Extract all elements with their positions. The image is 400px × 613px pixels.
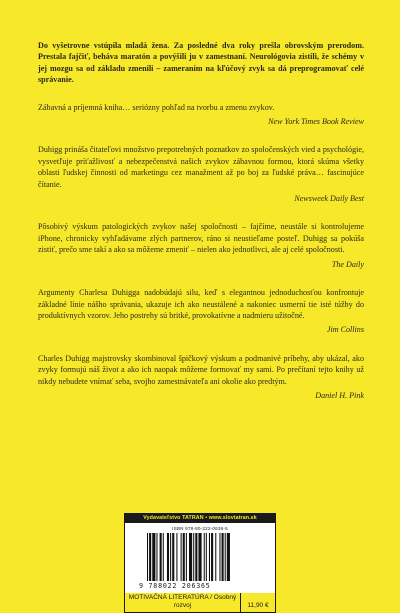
price-label: 11,90 € [247,602,269,610]
quote-block [38,144,364,204]
quote-source: The Daily [331,259,364,269]
publisher-strip: Vydavateľstvo TATRAN • www.slovtatran.sk [124,513,276,523]
quote-block [38,353,364,402]
quote-source: Daniel H. Pink [315,390,364,400]
quote-source: Newsweek Daily Best [294,194,364,204]
quote-source: Jim Collins [326,325,364,335]
isbn-text: ISBN 978-80-222-0636-5 [172,526,228,531]
ean-digits: 9 788022 206365 [139,582,211,590]
barcode-panel [124,513,276,613]
quote-text: Argumenty Charlesa Duhigga nadobúdajú silu, keď s elegantnou jednoduchosťou konfrontuje základné línie nášho správania, ukazuje ich ako neustálené a nakoniec usmerní tie isté túžby do produktívnych vzorov. Jeho postrehy sú britké, provokatívne a nadmieru užitočné. [38,288,364,320]
quote-source: New York Times Book Review [268,117,364,127]
category-label: MOTIVAČNÁ LITERATÚRA / Osobný rozvoj [125,593,241,612]
quote-text: Duhigg prináša čitateľovi množstvo prepotrebných poznatkov zo spoločenských vied a psychológie, vysvetľuje príťažlivosť a nebezpečenstvá našich zvykov zábavnou formou, ktorá skúma všetky oblasti ľudskej činnosti od marketingu cez manažment až po boj za ľudské práva… fascinujúce čítanie. [38,145,364,189]
quote-block [38,221,364,270]
lead-paragraph: Do vyšetrovne vstúpila mladá žena. Za posledné dva roky prešla obrovským prerodom. Prestala fajčiť, beháva maratón a povýšili ju v zamestnaní. Neurológovia zistili, že schémy v jej mozgu sa od základu zmenili – zameraním na kľúčový zvyk sa dá preprogramovať celé správanie. [38,41,364,85]
quote-text: Pôsobivý výskum patologických zvykov našej spoločnosti – fajčíme, neustále si kontrolujeme iPhone, chronicky vyhľadávame zlých partnerov, ráno si neustieľame posteľ. Duhigg sa pokúša zistiť, prečo sme takí a ako sa môžeme zmeniť – nielen ako jednotlivci, ale aj celé spoločnosti. [38,222,364,255]
back-cover-text [38,40,364,418]
quote-block [38,102,364,128]
quote-block [38,287,364,336]
barcode-icon [147,533,257,581]
quote-text: Charles Duhigg majstrovsky skombinoval špičkový výskum a podmanivé príbehy, aby ukázal, ako zvyky formujú náš život a ako ich naopak môžeme formovať my sami. Po prečítaní tejto knihy už nikdy nebudete vnímať seba, svojho zamestnávateľa ani okolie ako predtým. [38,353,364,386]
quote-text: Zábavná a príjemná kniha… seriózny pohľad na tvorbu a zmenu zvykov. [38,102,275,112]
barcode-box [124,523,276,593]
